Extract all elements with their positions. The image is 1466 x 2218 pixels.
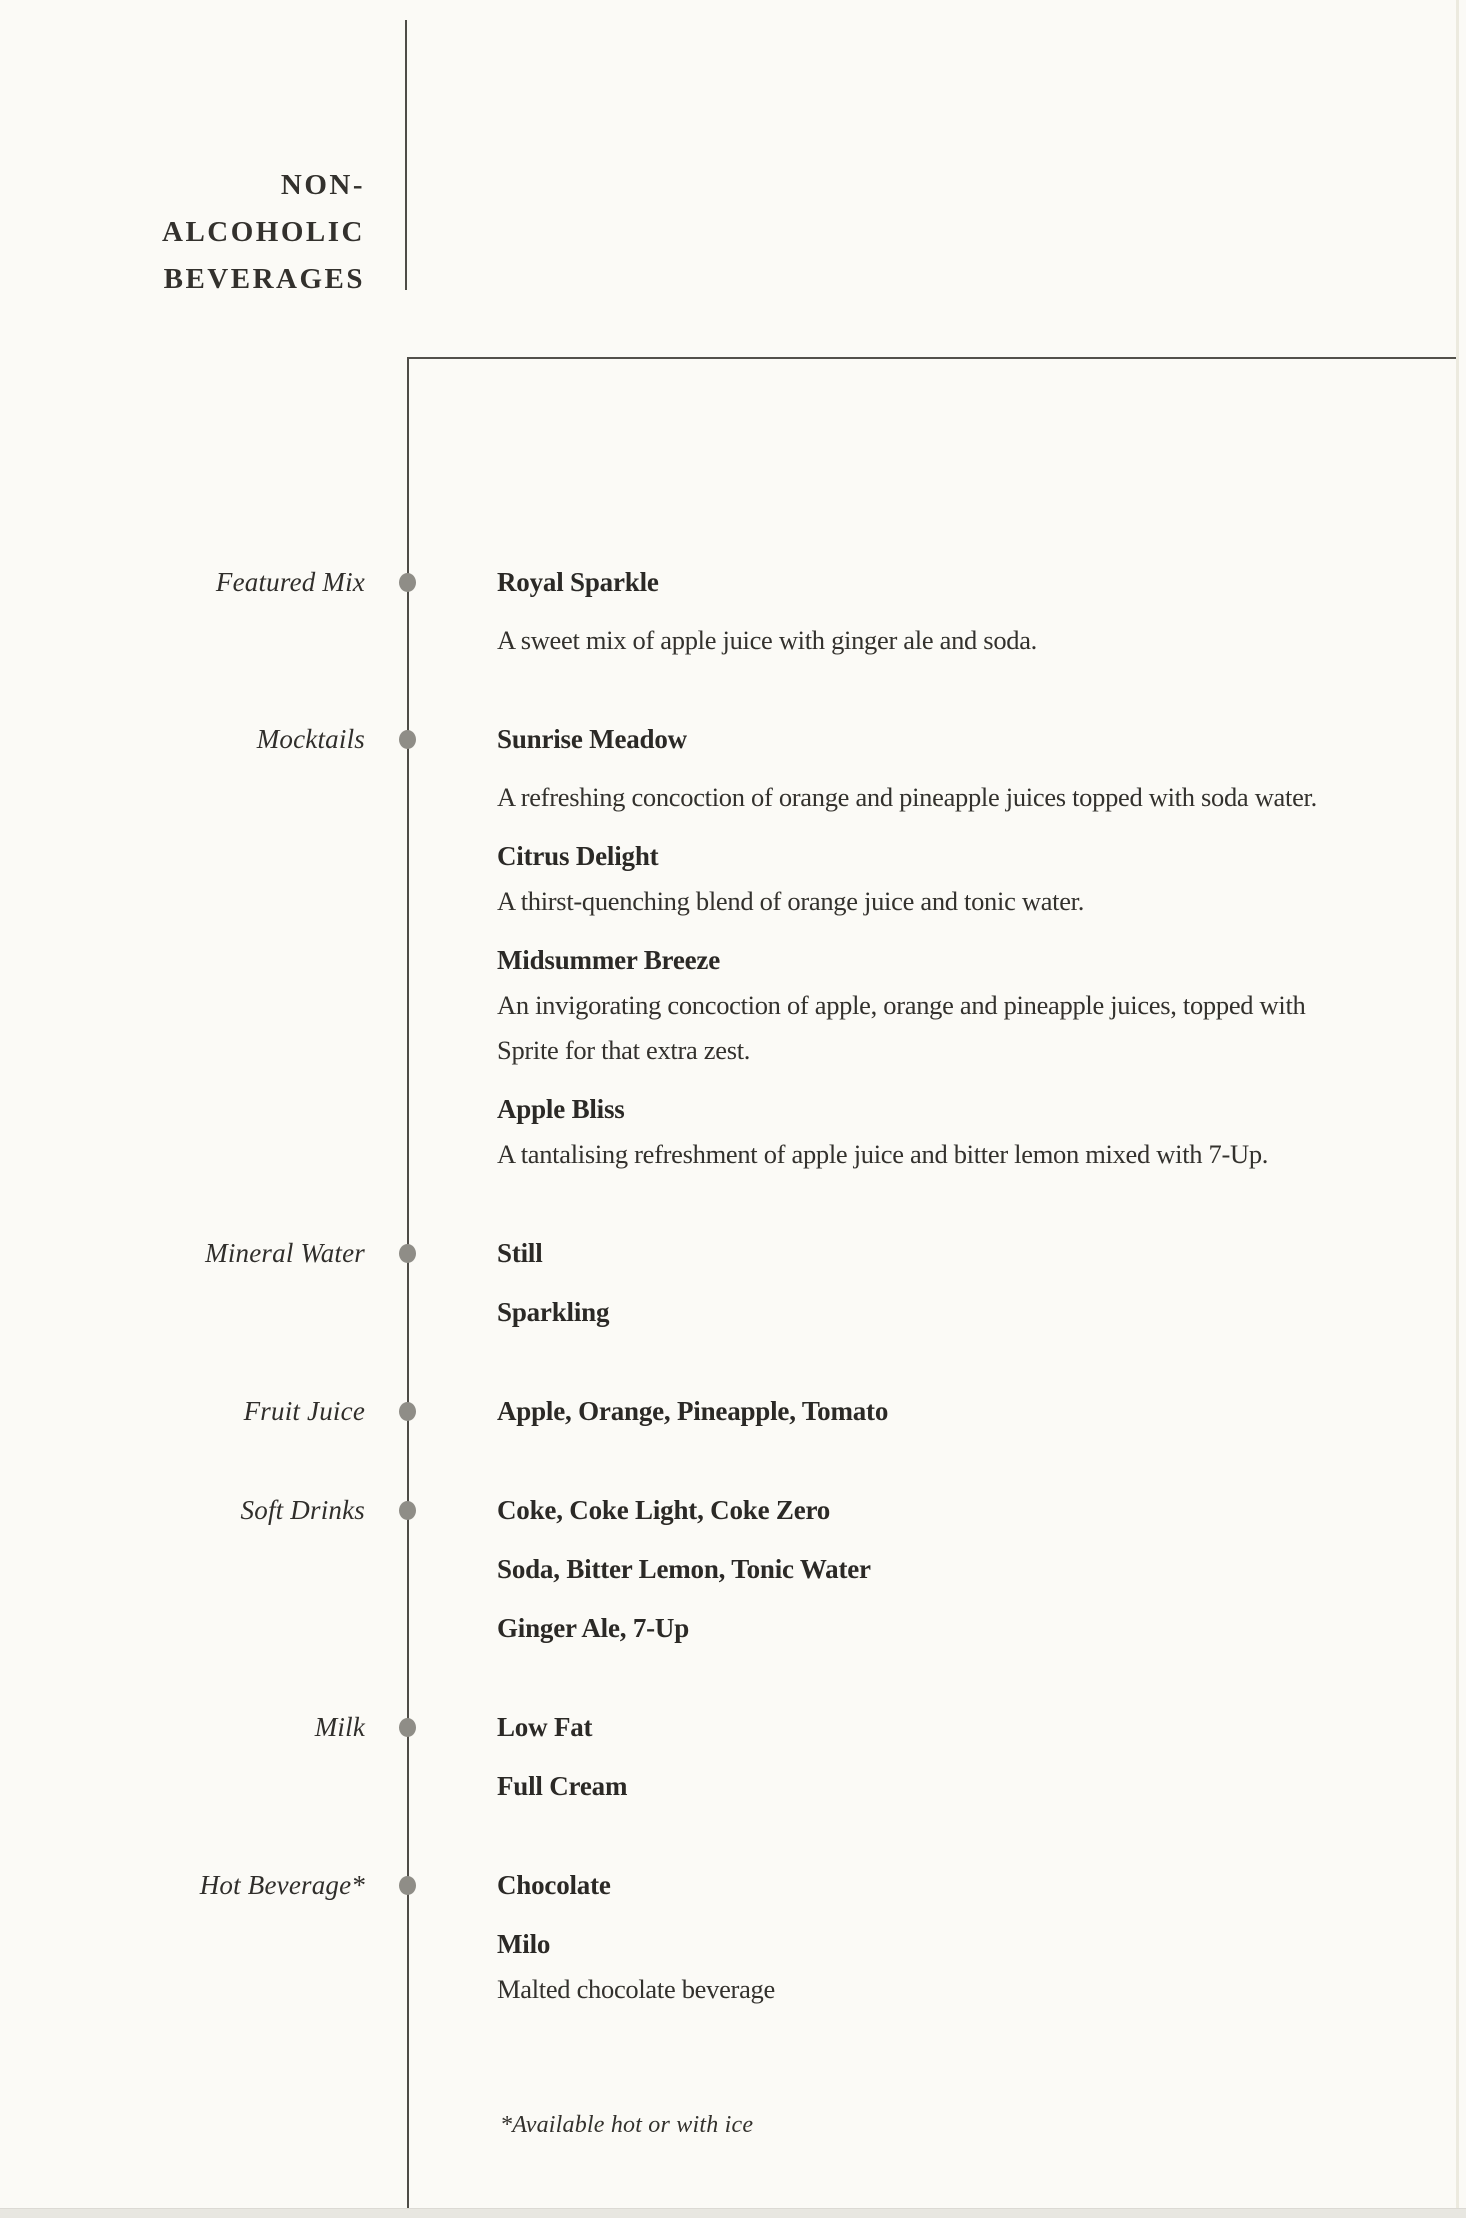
menu-item-description-line: A refreshing concoction of orange and pineapple juices topped with soda water. [497, 782, 1317, 812]
menu-item-name: Apple Bliss [497, 1094, 625, 1124]
menu-item [497, 1863, 775, 1908]
bullet-dot-icon [399, 1876, 416, 1895]
menu-item [497, 1764, 627, 1809]
menu-item [497, 1087, 1317, 1177]
section-items [497, 1389, 888, 1434]
menu-item-name: Low Fat [497, 1712, 593, 1742]
bullet-dot-icon [399, 730, 416, 749]
menu-section [0, 1389, 1466, 1434]
bullet-dot-icon [399, 1718, 416, 1737]
menu-section [0, 1705, 1466, 1809]
section-items [497, 1863, 775, 2012]
menu-item [497, 1389, 888, 1434]
menu-item [497, 1290, 609, 1335]
menu-section [0, 1863, 1466, 2012]
bullet-dot-icon [399, 1501, 416, 1520]
section-label-column [0, 560, 365, 663]
menu-item [497, 717, 1317, 820]
footnote: *Available hot or with ice [500, 2112, 754, 2138]
title-divider-rule [405, 20, 407, 290]
menu-item [497, 1922, 775, 2012]
menu-item-description [497, 618, 1037, 663]
menu-item-name: Ginger Ale, 7-Up [497, 1613, 690, 1643]
menu-item-name: Royal Sparkle [497, 567, 659, 597]
section-label-column [0, 1389, 365, 1434]
section-label: Mineral Water [205, 1238, 365, 1268]
page-title-line: BEVERAGES [163, 263, 365, 295]
menu-item-name: Still [497, 1238, 543, 1268]
menu-item-description-line: A thirst-quenching blend of orange juice and tonic water. [497, 886, 1085, 916]
menu-item [497, 1488, 871, 1533]
menu-item-description [497, 775, 1317, 820]
section-label: Milk [314, 1712, 365, 1742]
menu-item-description [497, 1132, 1317, 1177]
menu-section [0, 717, 1466, 1177]
menu-item-description-line: An invigorating concoction of apple, orange and pineapple juices, topped with [497, 990, 1306, 1020]
page-title [120, 162, 365, 303]
menu-item-name: Chocolate [497, 1870, 611, 1900]
menu-item [497, 1606, 871, 1651]
menu-item-description-line: Sprite for that extra zest. [497, 1035, 751, 1065]
section-label: Featured Mix [215, 567, 365, 597]
section-label: Soft Drinks [240, 1495, 365, 1525]
menu-item [497, 834, 1317, 924]
menu-item-description [497, 1967, 775, 2012]
menu-item-name: Sunrise Meadow [497, 724, 687, 754]
bullet-dot-icon [399, 573, 416, 592]
menu-item-name: Apple, Orange, Pineapple, Tomato [497, 1396, 889, 1426]
bullet-dot-icon [399, 1244, 416, 1263]
menu-item-name: Soda, Bitter Lemon, Tonic Water [497, 1554, 871, 1584]
section-items [497, 1488, 871, 1651]
section-label: Hot Beverage* [199, 1870, 365, 1900]
menu-item [497, 1231, 609, 1276]
menu-item-description-line: Malted chocolate beverage [497, 1974, 775, 2004]
menu-sections [0, 357, 1466, 2012]
menu-item [497, 1547, 871, 1592]
menu-item-description-line: A sweet mix of apple juice with ginger ale and soda. [497, 625, 1038, 655]
section-items [497, 560, 1037, 663]
menu-item [497, 938, 1317, 1073]
section-items [497, 1705, 627, 1809]
section-label-column [0, 1488, 365, 1651]
section-items [497, 1231, 609, 1335]
menu-item-name: Milo [497, 1929, 551, 1959]
section-label: Mocktails [256, 724, 365, 754]
menu-item-description [497, 879, 1317, 924]
menu-section [0, 560, 1466, 663]
section-label-column [0, 1705, 365, 1809]
menu-section [0, 1488, 1466, 1651]
page-title-line: ALCOHOLIC [162, 216, 365, 248]
menu-item [497, 560, 1037, 663]
section-label: Fruit Juice [243, 1396, 365, 1426]
menu-item-name: Coke, Coke Light, Coke Zero [497, 1495, 831, 1525]
menu-section [0, 1231, 1466, 1335]
menu-item-name: Sparkling [497, 1297, 610, 1327]
menu-item-name: Citrus Delight [497, 841, 659, 871]
section-label-column [0, 1231, 365, 1335]
menu-item-description [497, 983, 1317, 1073]
page-bottom-edge [0, 2208, 1466, 2218]
section-label-column [0, 1863, 365, 2012]
section-label-column [0, 717, 365, 1177]
page-title-line: NON- [280, 169, 365, 201]
section-items [497, 717, 1317, 1177]
menu-item-name: Midsummer Breeze [497, 945, 720, 975]
bullet-dot-icon [399, 1402, 416, 1421]
menu-item-name: Full Cream [497, 1771, 628, 1801]
menu-item-description-line: A tantalising refreshment of apple juice and bitter lemon mixed with 7-Up. [497, 1139, 1269, 1169]
menu-item [497, 1705, 627, 1750]
